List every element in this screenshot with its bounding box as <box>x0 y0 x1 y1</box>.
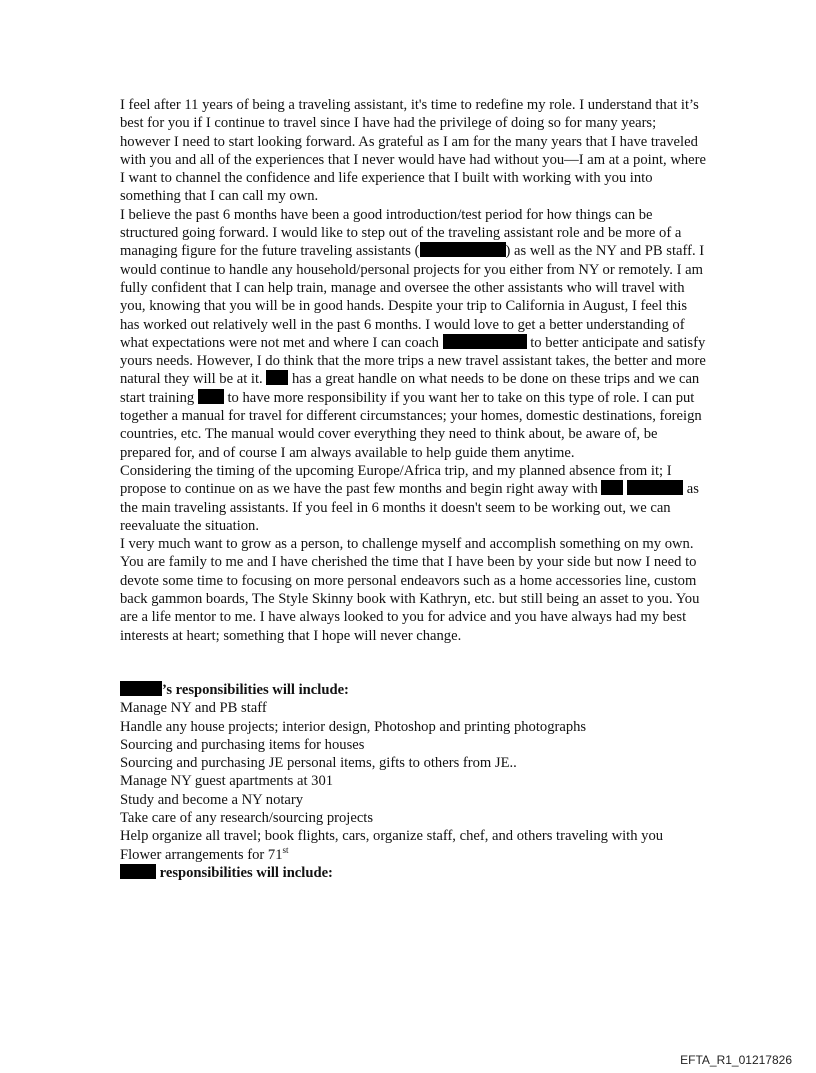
paragraph-timing <box>120 462 708 535</box>
paragraph-text: I very much want to grow as a person, to challenge myself and accomplish something on my own. You are family to me and I have cherished the time that I have been by your side but now I need to devote some time to focusing on more personal endeavors such as a home accessories line, custom back gammon boards, The Style Skinny book with Kathryn, etc. but still being an asset to you. You are a life mentor to me. I have always looked to you for advice and you have always had my best interests at heart; something that I hope will never change. <box>120 536 700 644</box>
list-item: Take care of any research/sourcing projects <box>120 809 374 826</box>
redaction-block <box>198 389 224 404</box>
paragraph-intro <box>120 96 708 206</box>
list-item: Help organize all travel; book flights, cars, organize staff, chef, and others traveling with you <box>120 828 664 845</box>
letter-body <box>120 96 708 882</box>
paragraph-text: Considering the timing of the upcoming Europe/Africa trip, and my planned absence from it; I propose to continue on as we have the past few months and begin right away with <box>120 462 672 498</box>
second-responsibilities-heading <box>120 864 708 882</box>
paragraph-text: as the main traveling assistants. If you feel in 6 months it doesn't seem to be working out, we can reevaluate the situation. <box>120 481 699 534</box>
responsibilities-list <box>120 699 708 864</box>
section-spacer <box>120 645 708 681</box>
redaction-block <box>443 334 527 349</box>
list-item: Handle any house projects; interior design, Photoshop and printing photographs <box>120 718 587 735</box>
paragraph-text: to better anticipate and satisfy yours needs. However, I do think that the more trips a new travel assistant takes, the better and more natural they will be at it. <box>120 334 706 388</box>
redaction-block <box>266 370 288 385</box>
list-item: Study and become a NY notary <box>120 791 304 808</box>
responsibilities-heading <box>120 681 708 699</box>
redaction-block <box>601 480 623 495</box>
list-item: Manage NY guest apartments at 301 <box>120 773 334 790</box>
ordinal-suffix: st <box>282 844 289 855</box>
paragraph-text: I feel after 11 years of being a traveling assistant, it's time to redefine my role. I understand that it’s best for you if I continue to travel since I have had the privilege of doing so for many years; however I need to start looking forward. As grateful as I am for the many years that I have traveled with you and all of the experiences that I never would have had without you—I am at a point, where I want to channel the confidence and life experience that I built with working with you into something that I can call my own. <box>120 97 707 205</box>
redaction-block <box>120 864 156 879</box>
paragraph-proposal <box>120 206 708 462</box>
heading-text: responsibilities will include: <box>156 864 333 881</box>
paragraph-text: to have more responsibility if you want her to take on this type of role. I can put together a manual for travel for different circumstances; your homes, domestic destinations, foreign countries, etc. The manual would cover everything they need to think about, be aware of, be prepared for, and of course I am always available to help guide them anytime. <box>120 389 702 461</box>
redaction-block <box>420 242 506 257</box>
paragraph-text: has a great handle on what needs to be done on these trips and we can start training <box>120 371 700 406</box>
list-item-flowers <box>120 846 708 864</box>
redaction-block <box>120 681 162 696</box>
paragraph-personal <box>120 535 708 645</box>
document-id-footer: EFTA_R1_01217826 <box>680 1053 792 1067</box>
paragraph-text: ) as well as the NY and PB staff. I would continue to handle any household/personal projects for you either from NY or remotely. I am fully confident that I can help train, manage and oversee the other assistants who will travel with you, knowing that you will be in good hands. Despite your trip to California in August, I feel this has worked out relatively well in the past 6 months. I would love to get a better understanding of what expectations were not met and where I can coach <box>120 243 705 351</box>
list-item: Sourcing and purchasing JE personal items, gifts to others from JE.. <box>120 755 517 772</box>
paragraph-text: I believe the past 6 months have been a good introduction/test period for how things can be structured going forward. I would like to step out of the traveling assistant role and be more of a managing figure for the future traveling assistants ( <box>120 206 682 260</box>
redaction-block <box>627 480 683 495</box>
list-item: Sourcing and purchasing items for houses <box>120 736 365 753</box>
list-item-text: Flower arrangements for 71 <box>120 846 283 863</box>
list-item: Manage NY and PB staff <box>120 700 267 717</box>
heading-text: ’s responsibilities will include: <box>162 681 349 698</box>
